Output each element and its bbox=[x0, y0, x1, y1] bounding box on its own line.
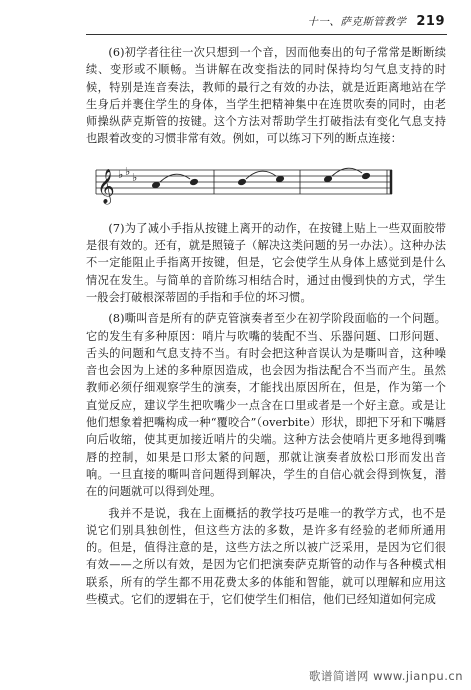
paragraph-conclusion: 我并不是说，我在上面概括的教学技巧是唯一的教学方式，也不是说它们别具独创性，但这些方法的多数，是许多有经验的老师所通用的。但是，值得注意的是，这些方法之所以被广泛采用，是因为它们很有效——之所以有效，是因为它们把演奏萨克斯管的动作与各种模式相联系，所有的学生都不用花费太多的体能和智能，就可以理解和应用这些模式。它们的逻辑在于，它们使学生们相信，他们已经知道如何完成 bbox=[86, 506, 446, 607]
running-header bbox=[0, 14, 445, 32]
svg-text:𝄞: 𝄞 bbox=[97, 168, 115, 204]
page-body bbox=[86, 44, 446, 612]
svg-text:♭: ♭ bbox=[125, 164, 131, 178]
page-number: 219 bbox=[416, 14, 445, 29]
music-staff-notation bbox=[94, 154, 394, 210]
header-rule bbox=[86, 34, 447, 35]
music-example bbox=[86, 154, 446, 210]
svg-text:♭: ♭ bbox=[118, 167, 124, 181]
site-watermark: 歌谱简谱网 www.jianpu.cn bbox=[308, 669, 463, 683]
paragraph-7: (7)为了减小手指从按键上离开的动作，在按键上贴上一些双面胶带是很有效的。还有，就是照镜子（解决这类问题的另一办法）。这种办法不一定能阻止手指离开按键，但是，它会使学生从身体上感觉到是什么情况在发生。与简单的音阶练习相结合时，通过由慢到快的方式，学生一般会打破根深蒂固的手指和手位的坏习惯。 bbox=[86, 221, 446, 304]
chapter-title: 十一、萨克斯管教学 bbox=[307, 16, 407, 28]
svg-text:♭: ♭ bbox=[132, 170, 138, 184]
paragraph-6: (6)初学者往往一次只想到一个音，因而他奏出的句子常常是断断续续、变形或不顺畅。当讲解在改变指法的同时保持均匀气息支持的时候，特别是连音奏法，教师的最行之有效的办法，就是近距离地站在学生身后并裹住学生的身体，当学生把精神集中在连贯吹奏的同时，由老师操纵萨克斯管的按键。这个方法对帮助学生打破指法有变化气息支持也跟着改变的习惯非常有效。例如，可以练习下列的断点连接： bbox=[86, 46, 446, 146]
paragraph-8: (8)嘶叫音是所有的萨克管演奏者至少在初学阶段面临的一个问题。它的发生有多种原因：哨片与吹嘴的装配不当、乐器问题、口形问题、舌头的问题和气息支持不当。有时会把这种音误认为是嘶叫音，这种噪音也会因为上述的多种原因造成，也会因为指法配合不当而产生。虽然教师必须仔细观察学生的演奏，才能找出原因所在，但是，作为第一个直觉反应，建议学生把吹嘴少一点含在口里或者是一个好主意。或是让他们想象着把嘴构成一种“覆咬合”（overbite）形状，即把下牙和下嘴唇向后收缩，使其更加接近哨片的尖端。这种方法会使哨片更多地得到嘴唇的控制，如果是口形太紧的问题，那就让演奏者放松口形而发出音响。一旦直接的嘶叫音问题得到解决，学生的自信心就会得到恢复，潜在的问题就可以得到处理。 bbox=[86, 312, 446, 499]
